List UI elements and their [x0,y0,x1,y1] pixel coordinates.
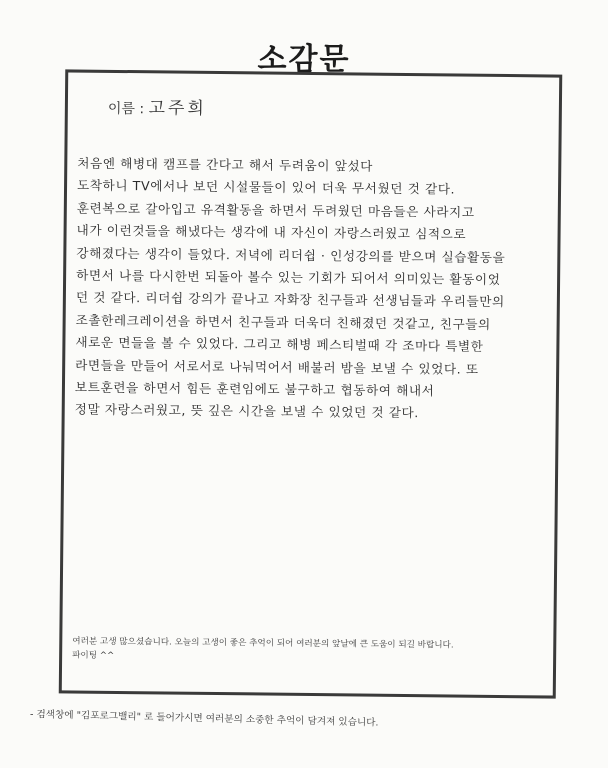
essay-line: 강해졌다는 생각이 들었다. 저녁에 리더쉽 · 인성강의를 받으며 실습활동을 [76,245,506,265]
essay-line: 정말 자랑스러웠고, 뜻 깊은 시간을 보낼 수 있었던 것 같다. [74,401,420,421]
essay-line: 보트훈련을 하면서 힘든 훈련임에도 불구하고 협동하여 해내서 [74,379,435,399]
name-line [108,93,207,119]
essay-line: 도착하니 TV에서나 보던 시설물들이 있어 더욱 무서웠던 것 같다. [76,177,456,197]
closing-messages [72,635,550,668]
name-label: 이름 : [107,100,145,118]
essay-line: 라면들을 만들어 서로서로 나눠먹어서 배불러 밤을 보낼 수 있었다. 또 [75,357,479,377]
essay-line: 훈련복으로 갈아입고 유격활동을 하면서 두려웠던 마음들은 사라지고 [76,200,475,220]
closing-message: 여러분 고생 많으셨습니다. 오늘의 고생이 좋은 추억이 되어 여러분의 앞날에 큰 도움이 되길 바랍니다. [72,636,454,651]
footer-note: - 검색창에 "김포로그밸리" 로 들어가시면 여러분의 소중한 추억이 담겨져 있습니다. [29,709,379,729]
essay-line: 새로운 면들을 볼 수 있었다. 그리고 해병 페스티벌때 각 조마다 특별한 [75,334,484,354]
closing-message: 파이팅 ^^ [72,650,115,661]
document-title: 소감문 [257,42,351,77]
essay-body [75,153,556,427]
essay-line: 처음엔 해병대 캠프를 간다고 해서 두려움이 앞섰다 [77,155,374,174]
essay-line: 조촐한레크레이션을 하면서 친구들과 더욱더 친해졌던 것같고, 친구들의 [75,312,491,332]
essay-line: 던 것 같다. 리더쉽 강의가 끝나고 자화장 친구들과 선생님들과 우리들만의 [75,289,505,310]
essay-line: 하면서 나를 다시한번 되돌아 볼수 있는 기회가 되어서 의미있는 활동이었 [76,267,501,287]
essay-line: 내가 이런것들을 해냈다는 생각에 내 자신이 자랑스러웠고 심적으로 [76,222,467,242]
essay-frame [59,69,563,698]
name-value: 고주희 [148,98,207,119]
